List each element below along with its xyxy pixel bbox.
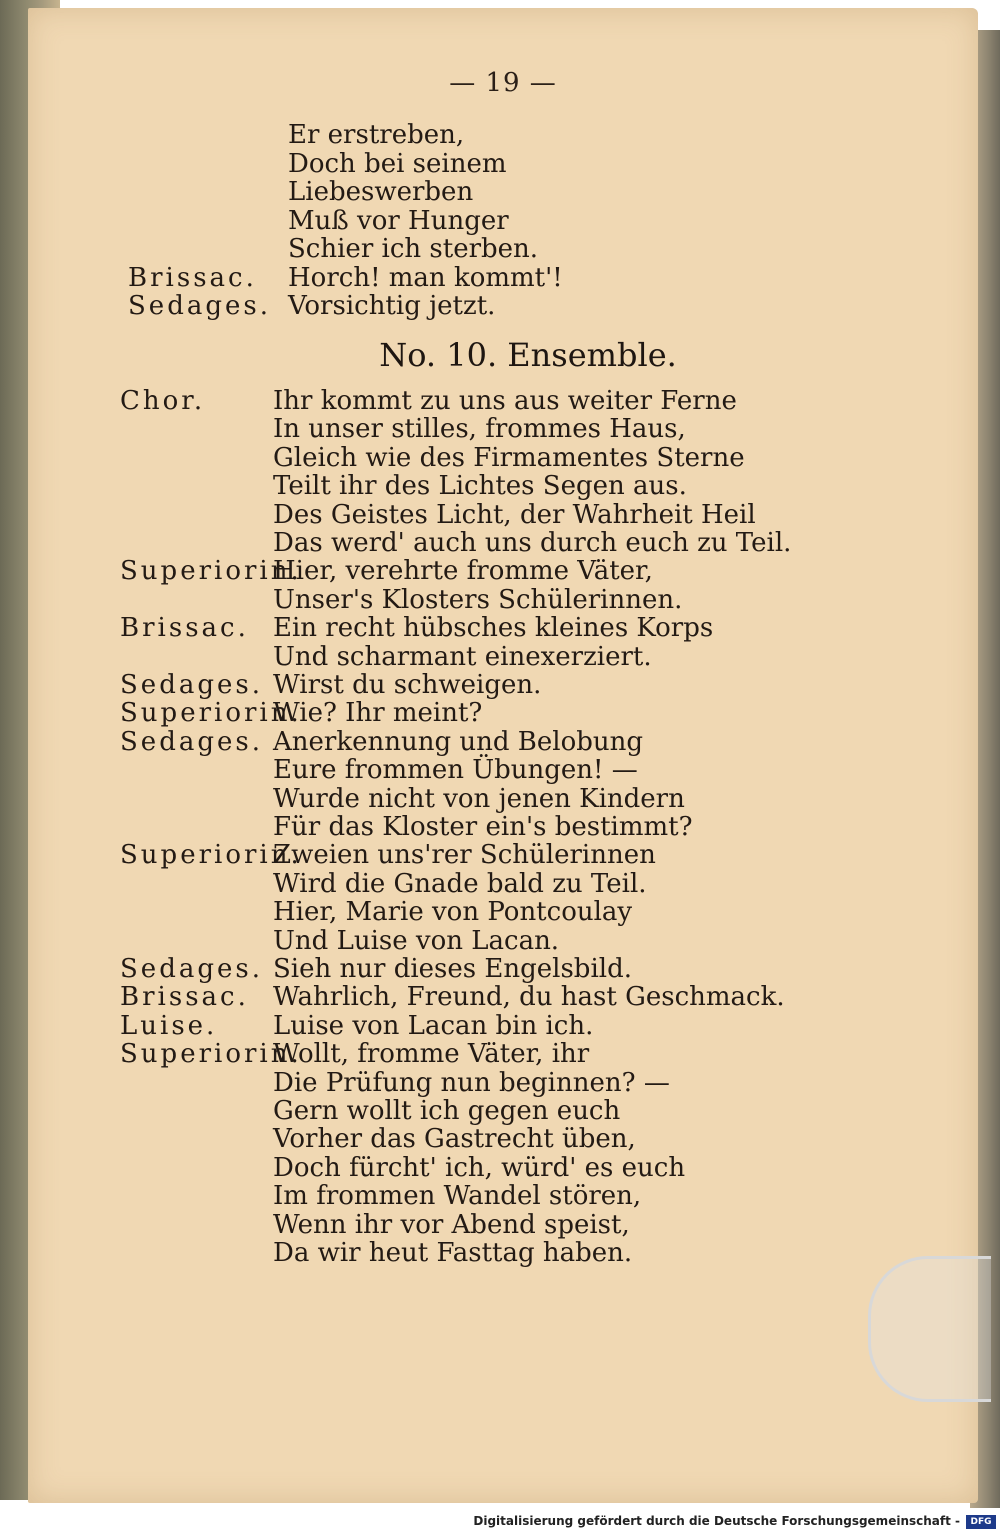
verse-line: Da wir heut Fasttag haben. bbox=[273, 1238, 633, 1268]
verse-line: Wollt, fromme Väter, ihr bbox=[273, 1039, 590, 1070]
speaker-name: Superiorin. bbox=[120, 556, 302, 587]
speaker-name: Chor. bbox=[120, 386, 206, 416]
verse-line: Horch! man kommt'! bbox=[288, 262, 563, 293]
verse-line: Und Luise von Lacan. bbox=[273, 925, 560, 956]
speaker-name: Brissac. bbox=[128, 262, 257, 293]
verse-line: Wurde nicht von jenen Kindern bbox=[273, 783, 685, 814]
verse-line: Das werd' auch uns durch euch zu Teil. bbox=[273, 528, 792, 558]
verse-line: Wahrlich, Freund, du hast Geschmack. bbox=[273, 982, 785, 1013]
verse-line: Vorsichtig jetzt. bbox=[288, 291, 496, 321]
verse-line: Wirst du schweigen. bbox=[273, 670, 542, 700]
verse-line: Des Geistes Licht, der Wahrheit Heil bbox=[273, 499, 756, 530]
speaker-name: Brissac. bbox=[120, 982, 249, 1013]
verse-line: Luise von Lacan bin ich. bbox=[273, 1010, 594, 1041]
speaker-name: Sedages. bbox=[120, 954, 263, 984]
verse-line: Gleich wie des Firmamentes Sterne bbox=[273, 442, 745, 473]
section-heading: No. 10. Ensemble. bbox=[379, 336, 677, 374]
speaker-name: Superiorin. bbox=[120, 1039, 302, 1070]
verse-line: In unser stilles, frommes Haus, bbox=[273, 414, 686, 445]
verse-line: Er erstreben, bbox=[288, 120, 465, 150]
verse-line: Muß vor Hunger bbox=[288, 205, 509, 236]
verse-line: Wird die Gnade bald zu Teil. bbox=[273, 868, 647, 899]
verse-line: Für das Kloster ein's bestimmt? bbox=[273, 812, 693, 842]
verse-line: Doch bei seinem bbox=[288, 148, 507, 179]
page-number: — 19 — bbox=[449, 68, 557, 98]
verse-line: Hier, verehrte fromme Väter, bbox=[273, 556, 653, 587]
dfg-logo: DFG bbox=[966, 1515, 996, 1529]
verse-line: Zweien uns'rer Schülerinnen bbox=[273, 840, 656, 871]
verse-line: Teilt ihr des Lichtes Segen aus. bbox=[273, 471, 687, 502]
verse-line: Anerkennung und Belobung bbox=[273, 726, 644, 757]
verse-line: Ein recht hübsches kleines Korps bbox=[273, 613, 714, 644]
verse-line: Ihr kommt zu uns aus weiter Ferne bbox=[273, 386, 737, 416]
verse-line: Unser's Klosters Schülerinnen. bbox=[273, 584, 683, 615]
verse-line: Wie? Ihr meint? bbox=[273, 698, 483, 729]
verse-line: Und scharmant einexerziert. bbox=[273, 641, 652, 672]
verse-line: Liebeswerben bbox=[288, 177, 474, 207]
speaker-name: Sedages. bbox=[128, 291, 271, 321]
speaker-name: Brissac. bbox=[120, 613, 249, 644]
verse-line: Wenn ihr vor Abend speist, bbox=[273, 1209, 630, 1240]
speaker-name: Sedages. bbox=[120, 670, 263, 700]
speaker-name: Sedages. bbox=[120, 726, 263, 757]
book-page bbox=[28, 8, 978, 1503]
speaker-name: Superiorin. bbox=[120, 698, 302, 729]
footer-bar bbox=[0, 1508, 1000, 1534]
page-clip bbox=[868, 1256, 991, 1402]
verse-line: Eure frommen Übungen! — bbox=[273, 755, 638, 786]
speaker-name: Luise. bbox=[120, 1010, 218, 1041]
verse-line: Schier ich sterben. bbox=[288, 234, 539, 264]
verse-line: Hier, Marie von Pontcoulay bbox=[273, 897, 633, 928]
verse-line: Sieh nur dieses Engelsbild. bbox=[273, 954, 632, 984]
verse-line: Die Prüfung nun beginnen? — bbox=[273, 1067, 670, 1098]
speaker-name: Superiorin. bbox=[120, 840, 302, 871]
verse-line: Gern wollt ich gegen euch bbox=[273, 1096, 621, 1126]
verse-line: Doch fürcht' ich, würd' es euch bbox=[273, 1152, 686, 1183]
verse-line: Im frommen Wandel stören, bbox=[273, 1181, 642, 1212]
footer-credit: Digitalisierung gefördert durch die Deutsche Forschungsgemeinschaft - bbox=[473, 1514, 960, 1528]
verse-line: Vorher das Gastrecht üben, bbox=[273, 1124, 636, 1155]
